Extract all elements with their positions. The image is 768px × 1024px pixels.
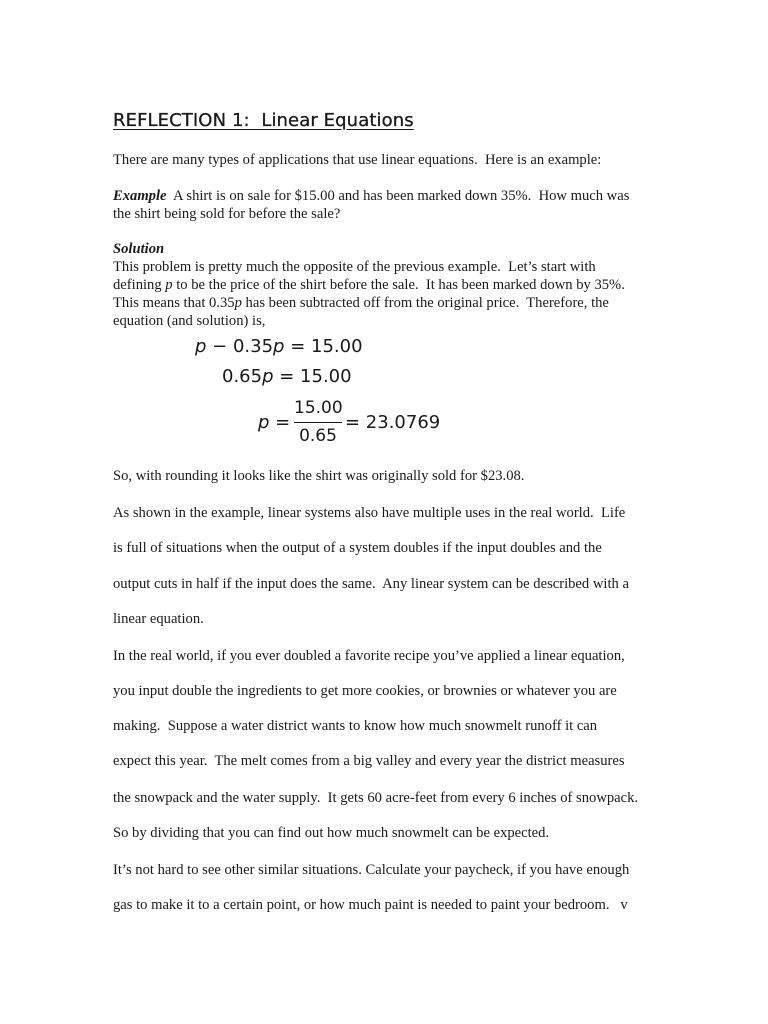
eq2-coef: 0.65 [222, 366, 263, 387]
paragraph-line: It’s not hard to see other similar situations. Calculate your paycheck, if you have enough [113, 862, 630, 878]
paragraph-line: linear equation. [113, 611, 204, 627]
example-line-1 [113, 187, 629, 205]
variable-p: p [165, 277, 173, 293]
paragraph-line: is full of situations when the output of a system doubles if the input doubles and the [113, 540, 602, 556]
variable-p: p [234, 295, 242, 311]
solution-label: Solution [113, 241, 165, 257]
solution-line-3 [113, 294, 609, 312]
paragraph-line: output cuts in half if the input does the same. Any linear system can be described with a [113, 576, 629, 592]
paragraph-line: gas to make it to a certain point, or how much paint is needed to paint your bedroom. v [113, 897, 628, 913]
paragraph-line: making. Suppose a water district wants to know how much snowmelt runoff it can [113, 718, 598, 734]
eq3-var-p: p [258, 412, 270, 433]
eq1-var-p2: p [273, 336, 285, 357]
solution-text-3b: has been subtracted off from the original price. Therefore, the [241, 295, 609, 311]
eq3-equals: = [269, 412, 291, 433]
example-label: Example [113, 188, 167, 204]
paragraph-line: As shown in the example, linear systems also have multiple uses in the real world. Life [113, 505, 626, 521]
conclusion-text: So, with rounding it looks like the shirt was originally sold for $23.08. [113, 468, 525, 484]
intro-text: There are many types of applications that use linear equations. Here is an example: [113, 152, 602, 168]
equation-3-result: = 23.0769 [345, 412, 441, 433]
example-text-1: A shirt is on sale for $15.00 and has been marked down 35%. How much was [166, 188, 630, 204]
paragraph-line: In the real world, if you ever doubled a favorite recipe you’ve applied a linear equation, [113, 648, 625, 664]
paragraph-line: So by dividing that you can find out how much snowmelt can be expected. [113, 825, 550, 841]
paragraph-line: expect this year. The melt comes from a big valley and every year the district measures [113, 753, 625, 769]
solution-text-3a: This means that 0.35 [113, 295, 235, 311]
solution-line-2 [113, 276, 625, 294]
fraction-denominator: 0.65 [299, 426, 337, 446]
paragraph-line: you input double the ingredients to get more cookies, or brownies or whatever you are [113, 683, 617, 699]
equation-2 [222, 366, 352, 388]
eq2-rhs: = 15.00 [273, 366, 352, 387]
fraction-bar [294, 422, 342, 423]
eq1-rhs: = 15.00 [284, 336, 363, 357]
solution-text-2b: to be the price of the shirt before the sale. It has been marked down by 35%. [172, 277, 625, 293]
equation-3-lhs [258, 412, 290, 434]
solution-text-2a: defining [113, 277, 166, 293]
eq1-var-p: p [195, 336, 207, 357]
paragraph-line: the snowpack and the water supply. It gets 60 acre-feet from every 6 inches of snowpack. [113, 790, 639, 806]
fraction-numerator: 15.00 [294, 398, 343, 418]
solution-line-1: This problem is pretty much the opposite of the previous example. Let’s start with [113, 259, 596, 275]
eq2-var-p: p [262, 366, 274, 387]
eq1-term: − 0.35 [206, 336, 274, 357]
example-line-2: the shirt being sold for before the sale? [113, 206, 341, 222]
equation-1 [195, 336, 363, 358]
solution-line-4: equation (and solution) is, [113, 313, 266, 329]
page-title: REFLECTION 1: Linear Equations [113, 110, 414, 131]
